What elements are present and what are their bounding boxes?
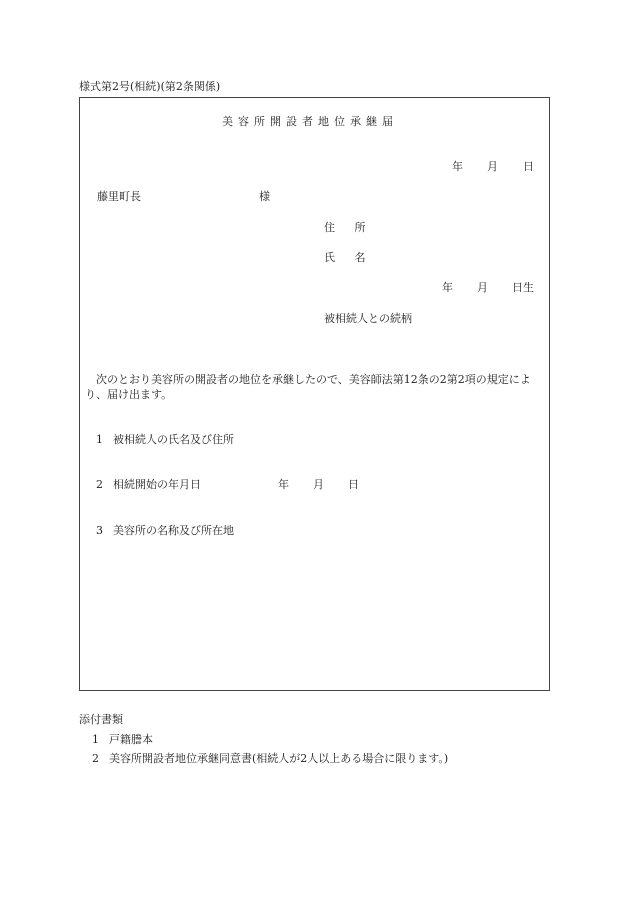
attachment-number: 1	[92, 733, 99, 746]
item-number: 1	[96, 433, 103, 446]
attachments-heading: 添付書類	[79, 713, 123, 726]
form-title: 美容所開設者地位承継届	[222, 115, 398, 128]
birth-day-label: 日生	[512, 281, 534, 294]
item-label: 被相続人の氏名及び住所	[113, 433, 234, 446]
attachment-label: 戸籍謄本	[109, 733, 153, 746]
honorific: 様	[259, 190, 270, 203]
date-year-label: 年	[452, 160, 463, 173]
birth-month-label: 月	[477, 281, 488, 294]
attachment-label: 美容所開設者地位承継同意書(相続人が2人以上ある場合に限ります。)	[109, 752, 449, 765]
item-number: 3	[96, 524, 103, 537]
date-day-label: 日	[523, 160, 534, 173]
item-label: 美容所の名称及び所在地	[113, 524, 234, 537]
addressee: 藤里町長	[97, 190, 141, 203]
inheritance-day-label: 日	[348, 478, 359, 491]
address-label: 住 所	[324, 221, 374, 234]
item-label: 相続開始の年月日	[113, 478, 201, 491]
item-number: 2	[96, 478, 103, 491]
inheritance-year-label: 年	[278, 478, 289, 491]
date-month-label: 月	[487, 160, 498, 173]
name-label: 氏 名	[324, 251, 374, 264]
relation-label: 被相続人との続柄	[324, 312, 412, 325]
inheritance-month-label: 月	[313, 478, 324, 491]
form-number-label: 様式第2号(相続)(第2条関係)	[79, 80, 221, 93]
attachment-number: 2	[92, 752, 99, 765]
declaration-text: 次のとおり美容所の開設者の地位を承継したので、美容師法第12条の2第2項の規定により、届け出ます。	[85, 373, 531, 401]
birth-year-label: 年	[442, 281, 453, 294]
